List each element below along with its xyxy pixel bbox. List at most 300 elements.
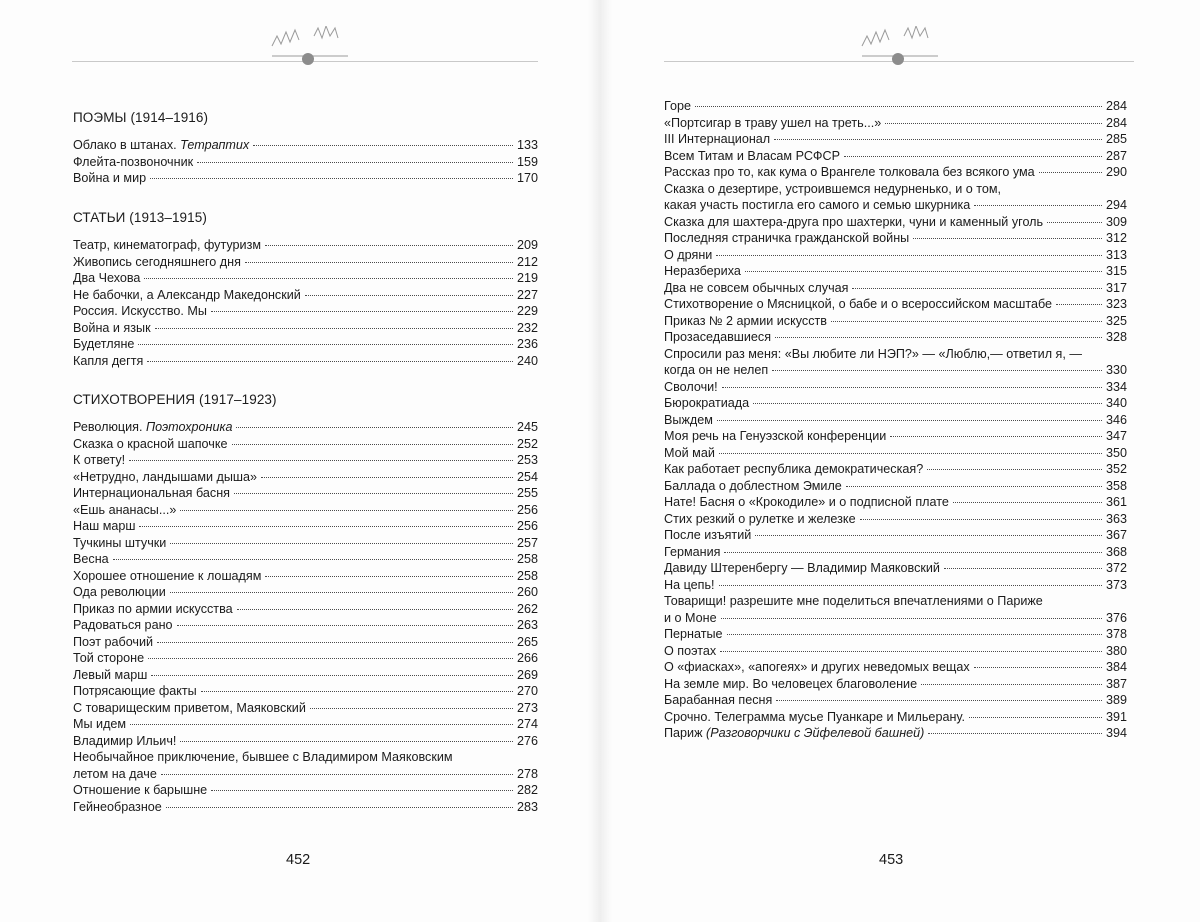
entry-page-number: 340	[1105, 396, 1127, 410]
section-heading: ПОЭМЫ (1914–1916)	[73, 110, 209, 125]
entry-title	[73, 584, 166, 601]
entry-title-text: Нате! Басня о «Крокодиле» и о подписной плате	[664, 495, 949, 509]
entry-title	[73, 419, 232, 436]
entry-page-number: 278	[516, 766, 538, 781]
dot-leader	[148, 658, 513, 659]
entry-title	[664, 214, 1043, 231]
dot-leader	[180, 510, 513, 511]
entry-title	[73, 733, 176, 750]
dot-leader	[719, 585, 1102, 586]
dot-leader	[161, 774, 513, 775]
toc-entry	[73, 287, 538, 304]
dot-leader	[245, 262, 513, 263]
entry-title	[73, 469, 257, 486]
entry-title	[73, 336, 134, 353]
entry-page-number: 229	[516, 304, 538, 318]
entry-title-text: Мы идем	[73, 717, 127, 731]
entry-title	[73, 270, 140, 287]
dot-leader	[265, 576, 513, 577]
entry-page-number: 368	[1105, 544, 1127, 559]
entry-title-text: Выждем	[664, 412, 713, 427]
toc-entry	[664, 164, 1127, 181]
toc-entry	[664, 263, 1127, 280]
toc-entry	[73, 766, 538, 783]
toc-entry	[73, 237, 538, 254]
entry-page-number: 347	[1105, 429, 1127, 443]
dot-leader	[138, 344, 513, 345]
toc-entry	[664, 445, 1127, 462]
toc-entry	[664, 115, 1127, 132]
toc-entry	[664, 98, 1127, 115]
dot-leader	[860, 519, 1102, 520]
entry-page-number: 276	[516, 733, 538, 748]
dot-leader	[722, 387, 1102, 388]
toc-entry	[73, 634, 538, 651]
dot-leader	[716, 255, 1102, 256]
entry-title-text: Живопись сегодняшнего дня	[73, 254, 241, 269]
toc-entry	[664, 643, 1127, 660]
dot-leader	[727, 634, 1102, 635]
toc-entry	[73, 320, 538, 337]
entry-title-text: Как работает республика демократическая?	[664, 462, 924, 476]
entry-title-text: К ответу!	[73, 453, 126, 467]
entry-title-text: Бюрократиада	[664, 396, 750, 410]
toc-entry	[73, 270, 538, 287]
entry-page-number: 232	[516, 320, 538, 335]
entry-title	[73, 436, 228, 453]
entry-title	[664, 445, 715, 462]
entry-title-text: «Портсигар в траву ушел на треть...»	[664, 115, 882, 130]
toc-entry	[73, 584, 538, 601]
dot-leader	[265, 245, 513, 246]
entry-title	[664, 247, 712, 264]
toc-entry	[664, 692, 1127, 709]
entry-title-text: Пернатые	[664, 627, 723, 641]
entry-title-text: Прозаседавшиеся	[664, 330, 772, 344]
entry-title-text: Война и мир	[73, 171, 147, 185]
toc-entry	[664, 296, 1127, 313]
entry-page-number: 219	[516, 271, 538, 285]
toc-entry	[664, 230, 1127, 247]
dot-leader	[717, 420, 1102, 421]
dot-leader	[755, 535, 1102, 536]
entry-title-text: О дряни	[664, 247, 713, 262]
entry-page-number: 256	[516, 519, 538, 533]
toc-entry	[73, 419, 538, 436]
entry-page-number: 294	[1105, 198, 1127, 212]
toc-entry	[664, 148, 1127, 165]
toc-entry	[73, 469, 538, 486]
entry-title	[664, 412, 713, 429]
toc-entry	[73, 650, 538, 667]
entry-title-text: Россия. Искусство. Мы	[73, 304, 207, 318]
entry-page-number: 255	[516, 486, 538, 500]
entry-title	[664, 709, 965, 726]
toc-entry	[664, 197, 1127, 214]
entry-title	[73, 452, 125, 469]
dot-leader	[180, 741, 513, 742]
entry-title-text: «Нетрудно, ландышами дыша»	[73, 469, 258, 484]
entry-page-number: 283	[516, 799, 538, 814]
entry-title	[73, 502, 176, 519]
entry-title-text: Стихотворение о Мясницкой, о бабе и о всероссийском масштабе	[664, 297, 1053, 311]
entry-title-line: Необычайное приключение, бывшее с Владимиром Маяковским	[73, 750, 453, 764]
entry-page-number: 284	[1105, 115, 1127, 130]
entry-title	[73, 634, 153, 651]
entry-page-number: 334	[1105, 379, 1127, 394]
toc-entry	[664, 379, 1127, 396]
sun-ornament-right	[858, 26, 942, 70]
toc-entry	[73, 782, 538, 799]
entry-title	[73, 766, 157, 783]
toc-entry	[73, 716, 538, 733]
entry-title-text: Баллада о доблестном Эмиле	[664, 478, 842, 493]
entry-title-text: Наш марш	[73, 519, 136, 533]
entry-title-text: Срочно. Телеграмма мусье Пуанкаре и Мильерану.	[664, 709, 965, 724]
dot-leader	[166, 807, 513, 808]
toc-entry	[664, 395, 1127, 412]
entry-page-number: 313	[1105, 247, 1127, 262]
dot-leader	[157, 642, 513, 643]
entry-title	[664, 98, 691, 115]
entry-title-text: Последняя страничка гражданской войны	[664, 231, 910, 245]
entry-title	[664, 313, 827, 330]
entry-title-text: и о Моне	[664, 610, 717, 625]
toc-entry	[664, 247, 1127, 264]
entry-page-number: 266	[516, 651, 538, 665]
toc-entry	[73, 154, 538, 171]
dot-leader	[151, 675, 513, 676]
entry-title	[73, 353, 143, 370]
toc-entry	[73, 452, 538, 469]
toc-entry	[73, 535, 538, 552]
toc-entry	[73, 518, 538, 535]
entry-title	[73, 683, 197, 700]
entry-title-text: Два Чехова	[73, 271, 141, 285]
entry-title-text: Приказ по армии искусства	[73, 601, 233, 616]
dot-leader	[745, 271, 1102, 272]
dot-leader	[846, 486, 1102, 487]
entry-title	[664, 296, 1052, 313]
entry-title-text: III Интернационал	[664, 132, 771, 146]
entry-subtitle: Поэтохроника	[146, 420, 233, 434]
toc-entry	[664, 725, 1127, 742]
entry-page-number: 358	[1105, 478, 1127, 493]
entry-title	[664, 131, 770, 148]
entry-title	[73, 568, 261, 585]
entry-title-text: Флейта-позвоночник	[73, 154, 194, 169]
toc-entry	[664, 280, 1127, 297]
entry-page-number: 262	[516, 601, 538, 616]
entry-page-number: 257	[516, 535, 538, 550]
toc-entry	[73, 551, 538, 568]
toc-entry	[73, 436, 538, 453]
entry-page-number: 227	[516, 287, 538, 302]
toc-entry	[664, 214, 1127, 231]
entry-title-text: О поэтах	[664, 643, 717, 658]
dot-leader	[129, 460, 513, 461]
entry-page-number: 380	[1105, 643, 1127, 658]
entry-page-number: 323	[1105, 297, 1127, 311]
entry-page-number: 373	[1105, 577, 1127, 592]
entry-title	[664, 626, 723, 643]
entry-page-number: 391	[1105, 709, 1127, 724]
entry-title	[73, 551, 109, 568]
dot-leader	[155, 328, 513, 329]
dot-leader	[844, 156, 1102, 157]
entry-title	[664, 115, 881, 132]
page-number: 453	[879, 852, 904, 868]
entry-title	[73, 667, 147, 684]
entry-title	[664, 148, 840, 165]
entry-title	[73, 535, 166, 552]
entry-title-text: Моя речь на Генуэзской конференции	[664, 429, 887, 443]
dot-leader	[234, 493, 513, 494]
dot-leader	[211, 311, 513, 312]
entry-title	[73, 782, 207, 799]
entry-page-number: 258	[516, 552, 538, 566]
entry-title-text: Париж	[664, 726, 707, 740]
toc-entry	[664, 610, 1127, 627]
dot-leader	[197, 162, 513, 163]
dot-leader	[921, 684, 1102, 685]
dot-leader	[944, 568, 1102, 569]
entry-title-text: Стих резкий о рулетке и железке	[664, 511, 856, 526]
section-heading: СТИХОТВОРЕНИЯ (1917–1923)	[73, 392, 277, 407]
toc-entry	[664, 577, 1127, 594]
entry-title-text: Капля дегтя	[73, 353, 144, 368]
entry-page-number: 253	[516, 453, 538, 467]
dot-leader	[953, 502, 1102, 503]
entry-title	[664, 428, 886, 445]
entry-title-text: Хорошее отношение к лошадям	[73, 568, 262, 583]
entry-title-text: Весна	[73, 552, 109, 566]
dot-leader	[695, 106, 1102, 107]
entry-page-number: 236	[516, 337, 538, 351]
entry-page-number: 312	[1105, 231, 1127, 245]
entry-title-line: Спросили раз меня: «Вы любите ли НЭП?» — «Люблю,— ответил я, —	[664, 346, 1082, 361]
entry-title	[73, 154, 193, 171]
entry-title	[73, 799, 162, 816]
entry-title-text: Сказка для шахтера-друга про шахтерки, чуни и каменный уголь	[664, 214, 1044, 229]
entry-title-text: Два не совсем обычных случая	[664, 280, 849, 295]
entry-title	[73, 650, 144, 667]
entry-page-number: 273	[516, 700, 538, 715]
entry-title-text: Приказ № 2 армии искусств	[664, 313, 827, 328]
toc-entry	[664, 478, 1127, 495]
toc-entry	[73, 667, 538, 684]
entry-title	[664, 395, 749, 412]
entry-title	[73, 237, 261, 254]
entry-page-number: 352	[1105, 462, 1127, 476]
entry-title-text: После изъятий	[664, 528, 752, 542]
entry-page-number: 245	[516, 420, 538, 434]
entry-title-text: Облако в штанах.	[73, 138, 181, 152]
entry-page-number: 274	[516, 717, 538, 731]
entry-title	[664, 263, 741, 280]
entry-title	[664, 230, 909, 247]
entry-title-text: Тучкины штучки	[73, 535, 167, 550]
entry-title-text: На цепь!	[664, 577, 715, 592]
dot-leader	[232, 444, 513, 445]
entry-page-number: 258	[516, 568, 538, 583]
entry-page-number: 265	[516, 634, 538, 649]
entry-page-number: 287	[1105, 148, 1127, 163]
entry-page-number: 284	[1105, 99, 1127, 113]
entry-title-text: Будетляне	[73, 337, 135, 351]
dot-leader	[928, 733, 1102, 734]
entry-page-number: 252	[516, 436, 538, 451]
dot-leader	[139, 526, 513, 527]
toc-entry	[73, 485, 538, 502]
entry-title	[73, 716, 126, 733]
entry-subtitle: Тетраптих	[180, 138, 250, 152]
dot-leader	[177, 625, 513, 626]
toc-entry	[73, 683, 538, 700]
entry-title-text: Не бабочки, а Александр Македонский	[73, 287, 301, 302]
toc-entry	[664, 313, 1127, 330]
dot-leader	[913, 238, 1102, 239]
entry-title-text: Давиду Штеренбергу — Владимир Маяковский	[664, 561, 940, 575]
entry-title-text: Левый марш	[73, 667, 148, 682]
entry-page-number: 325	[1105, 313, 1127, 328]
entry-title-text: Владимир Ильич!	[73, 733, 177, 748]
right-page	[600, 0, 1200, 922]
entry-title	[664, 544, 720, 561]
entry-page-number: 309	[1105, 214, 1127, 229]
entry-title-text: На земле мир. Во человецех благоволение	[664, 676, 918, 691]
entry-title-text: Гейнеобразное	[73, 799, 162, 814]
entry-page-number: 270	[516, 684, 538, 698]
entry-title	[73, 303, 207, 320]
toc-entry	[73, 568, 538, 585]
toc-entry	[664, 560, 1127, 577]
toc-entry	[664, 659, 1127, 676]
entry-title	[73, 320, 151, 337]
toc-entry	[664, 494, 1127, 511]
entry-title	[73, 287, 301, 304]
entry-title	[664, 461, 923, 478]
toc-entry	[664, 412, 1127, 429]
dot-leader	[724, 552, 1102, 553]
entry-title-text: Горе	[664, 99, 691, 113]
entry-page-number: 159	[516, 154, 538, 169]
entry-page-number: 361	[1105, 495, 1127, 509]
entry-title-text: Ода революции	[73, 585, 166, 599]
toc-entry	[664, 428, 1127, 445]
toc-entry	[664, 329, 1127, 346]
dot-leader	[1047, 222, 1102, 223]
dot-leader	[969, 717, 1102, 718]
entry-subtitle: (Разговорчики с Эйфелевой башней)	[706, 726, 925, 740]
dot-leader	[1039, 172, 1102, 173]
entry-title	[73, 518, 135, 535]
entry-title-text: Интернациональная басня	[73, 486, 230, 500]
toc-entry	[664, 362, 1127, 379]
entry-page-number: 256	[516, 502, 538, 517]
toc-entry	[73, 336, 538, 353]
entry-title	[664, 164, 1035, 181]
entry-page-number: 269	[516, 667, 538, 682]
entry-title	[664, 329, 771, 346]
dot-leader	[310, 708, 513, 709]
entry-page-number: 240	[516, 353, 538, 368]
entry-title	[664, 379, 718, 396]
entry-page-number: 367	[1105, 528, 1127, 542]
entry-title	[664, 280, 848, 297]
dot-leader	[721, 618, 1102, 619]
entry-page-number: 290	[1105, 165, 1127, 179]
entry-title-text: Война и язык	[73, 320, 151, 335]
entry-title-text: Радоваться рано	[73, 618, 173, 632]
entry-title	[73, 254, 241, 271]
entry-title	[73, 617, 173, 634]
dot-leader	[113, 559, 513, 560]
dot-leader	[831, 321, 1102, 322]
dot-leader	[236, 427, 513, 428]
dot-leader	[772, 370, 1102, 371]
entry-title-text: Мой май	[664, 445, 715, 460]
dot-leader	[885, 123, 1102, 124]
entry-title-text: Сволочи!	[664, 379, 718, 394]
toc-entry	[73, 733, 538, 750]
entry-title-text: летом на даче	[73, 766, 157, 781]
entry-page-number: 209	[516, 238, 538, 252]
dot-leader	[753, 403, 1102, 404]
entry-title	[664, 478, 842, 495]
toc-entry	[73, 137, 538, 154]
toc-entry	[664, 709, 1127, 726]
entry-title-line: Сказка о дезертире, устроившемся недурненько, и о том,	[664, 181, 1002, 196]
entry-page-number: 350	[1105, 445, 1127, 460]
entry-title-text: Германия	[664, 544, 721, 559]
dot-leader	[211, 790, 513, 791]
entry-page-number: 285	[1105, 132, 1127, 146]
toc-entry	[73, 254, 538, 271]
entry-title-text: Поэт рабочий	[73, 634, 154, 649]
sun-ornament-left	[268, 26, 352, 70]
dot-leader	[720, 651, 1102, 652]
entry-title-text: Барабанная песня	[664, 693, 773, 707]
dot-leader	[775, 337, 1102, 338]
dot-leader	[974, 205, 1102, 206]
entry-title	[73, 700, 306, 717]
entry-page-number: 254	[516, 469, 538, 484]
entry-title	[664, 610, 717, 627]
dot-leader	[170, 592, 513, 593]
entry-title-text: какая участь постигла его самого и семью шкурника	[664, 198, 971, 212]
dot-leader	[147, 361, 513, 362]
dot-leader	[144, 278, 513, 279]
dot-leader	[261, 477, 513, 478]
dot-leader	[1056, 304, 1102, 305]
entry-title-text: Сказка о красной шапочке	[73, 436, 228, 451]
entry-page-number: 282	[516, 783, 538, 797]
entry-title-text: Потрясающие факты	[73, 684, 197, 698]
toc-entry	[664, 461, 1127, 478]
dot-leader	[150, 178, 513, 179]
dot-leader	[774, 139, 1102, 140]
dot-leader	[890, 436, 1102, 437]
entry-title	[73, 485, 230, 502]
toc-entry	[73, 601, 538, 618]
entry-title-text: О «фиасках», «апогеях» и других неведомых вещах	[664, 660, 970, 674]
entry-page-number: 384	[1105, 660, 1127, 674]
entry-title-text: Той стороне	[73, 651, 145, 665]
toc-entry	[664, 676, 1127, 693]
entry-page-number: 387	[1105, 676, 1127, 691]
toc-entry	[73, 353, 538, 370]
